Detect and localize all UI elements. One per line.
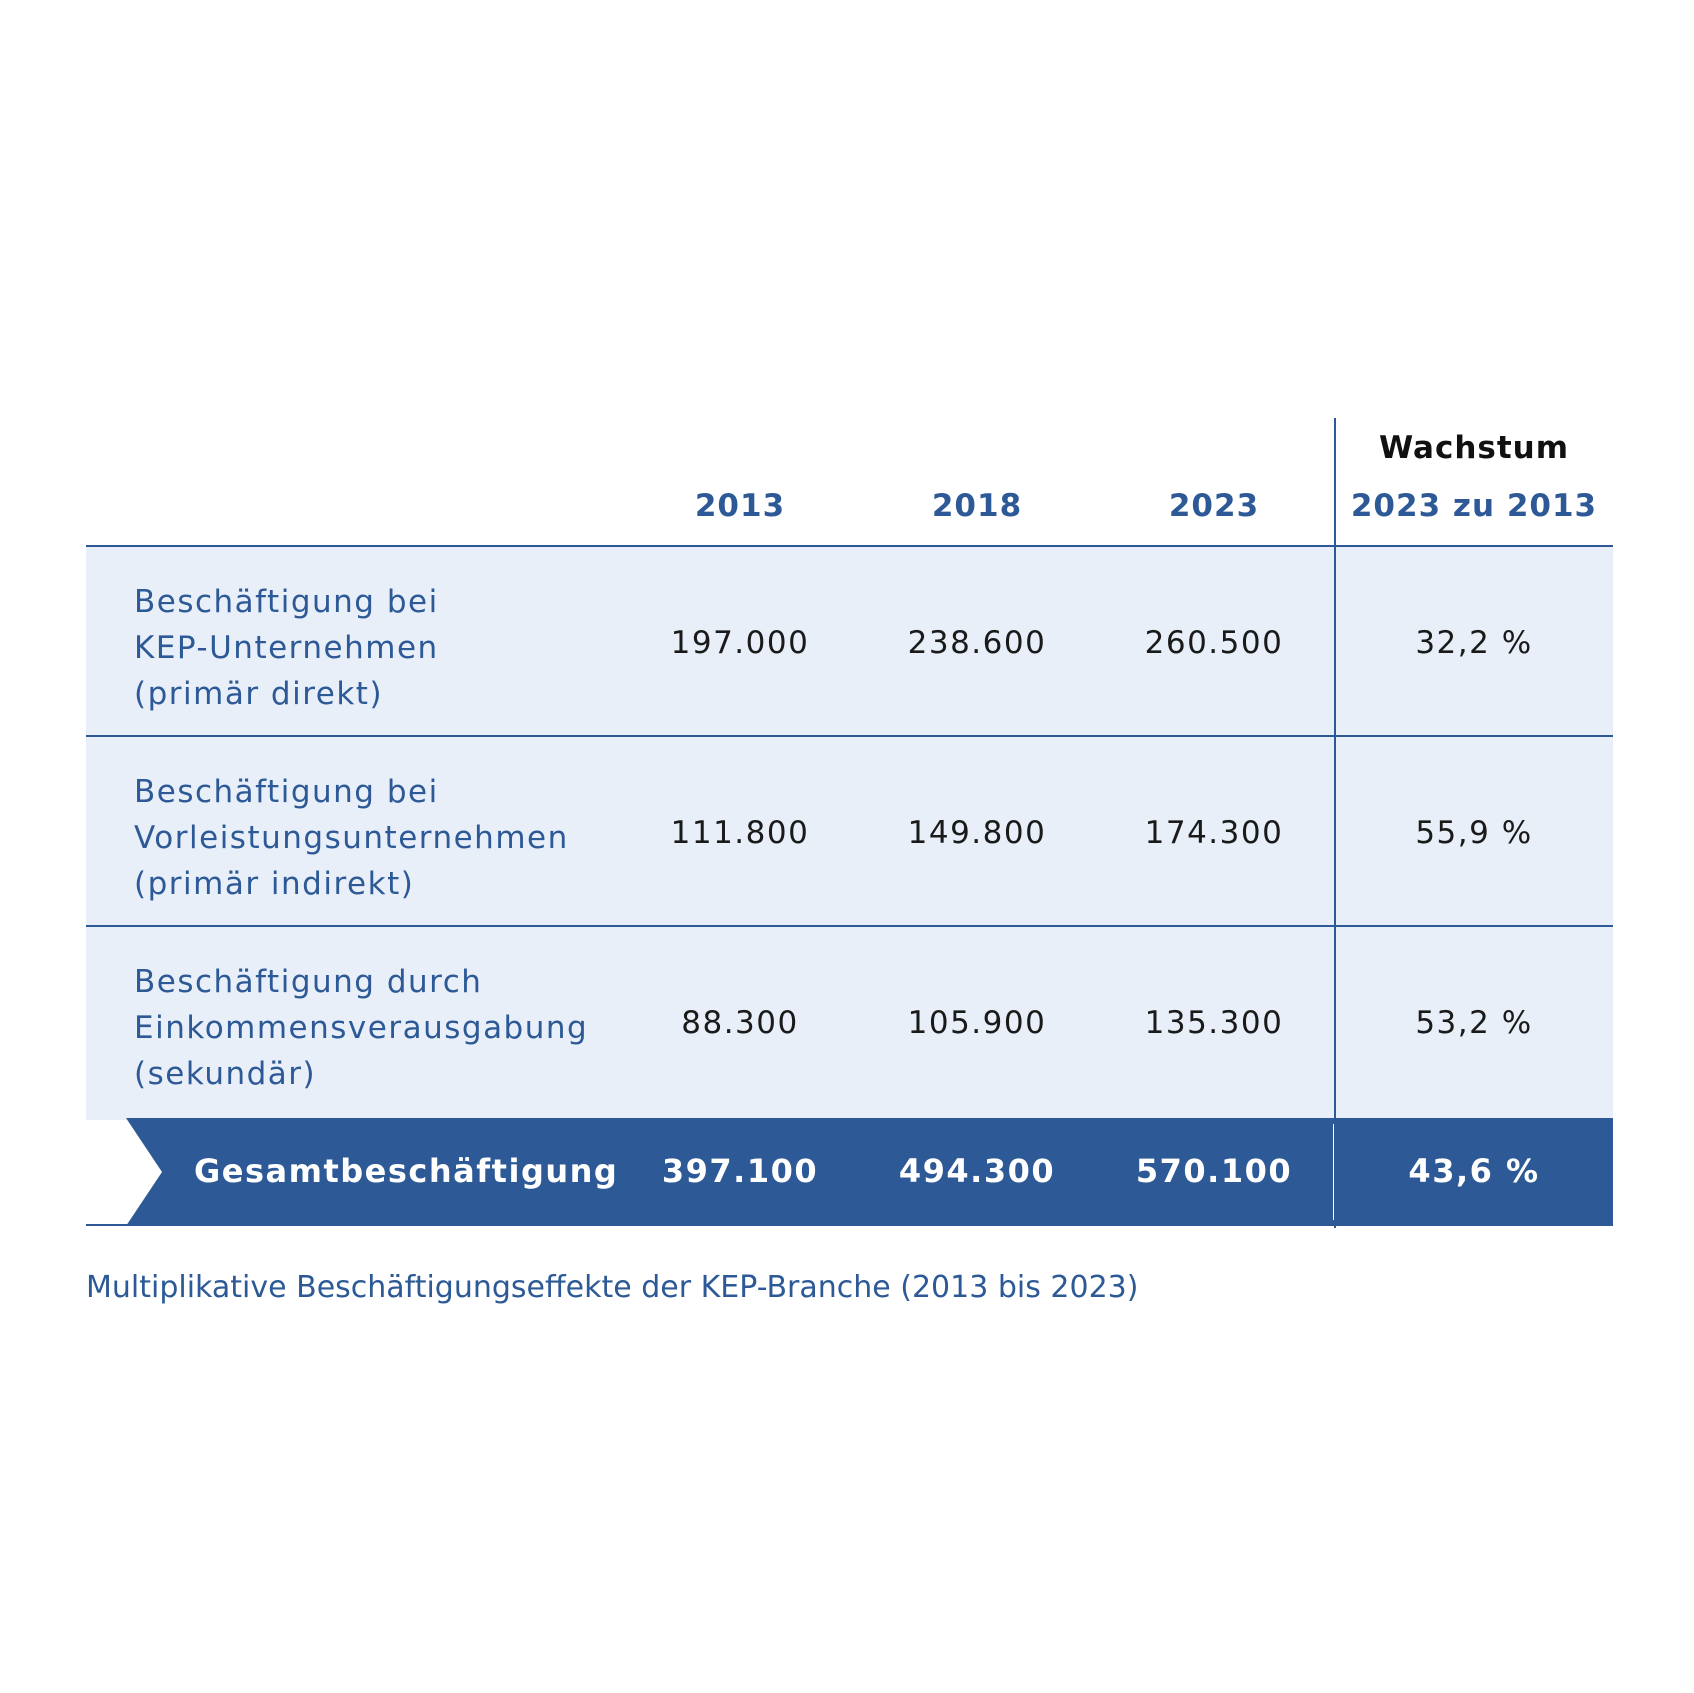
- row-label-line: Beschäftigung durch: [134, 964, 483, 1000]
- total-label: Gesamtbeschäftigung: [194, 1152, 619, 1190]
- row-label-line: Einkommensverausgabung: [134, 1010, 589, 1046]
- row-label: [134, 579, 439, 717]
- growth-header-title: Wachstum: [1378, 430, 1570, 466]
- column-header-2023: 2023: [1168, 488, 1260, 524]
- table-caption: Multiplikative Beschäftigungseffekte der KEP-Branche (2013 bis 2023): [86, 1270, 1139, 1305]
- total-cell-2013: 397.100: [661, 1152, 819, 1190]
- table-row: [86, 545, 1613, 735]
- cell-2013: 197.000: [670, 625, 810, 661]
- cell-2018: 149.800: [907, 815, 1047, 851]
- cell-2018: 238.600: [907, 625, 1047, 661]
- column-header-2018: 2018: [931, 488, 1023, 524]
- cell-growth: 55,9 %: [1415, 815, 1533, 851]
- total-cell-2023: 570.100: [1135, 1152, 1293, 1190]
- row-label-line: (primär indirekt): [134, 866, 415, 902]
- cell-2018: 105.900: [907, 1005, 1047, 1041]
- row-label-line: Beschäftigung bei: [134, 774, 439, 810]
- total-row: [86, 1118, 1613, 1226]
- cell-growth: 32,2 %: [1415, 625, 1533, 661]
- row-label-line: Beschäftigung bei: [134, 584, 439, 620]
- cell-2023: 135.300: [1144, 1005, 1284, 1041]
- row-label: [134, 959, 588, 1097]
- table-row: [86, 925, 1613, 1120]
- cell-2023: 174.300: [1144, 815, 1284, 851]
- cell-2013: 88.300: [681, 1005, 799, 1041]
- row-label-line: (sekundär): [134, 1056, 317, 1092]
- growth-column-divider: [1334, 418, 1336, 1228]
- row-label-line: KEP-Unternehmen: [134, 630, 439, 666]
- table-row: [86, 735, 1613, 925]
- growth-header-subtitle: 2023 zu 2013: [1350, 488, 1598, 524]
- row-label: [134, 769, 569, 907]
- total-cell-2018: 494.300: [898, 1152, 1056, 1190]
- row-label-line: (primär direkt): [134, 676, 384, 712]
- total-cell-growth: 43,6 %: [1408, 1152, 1540, 1190]
- cell-2013: 111.800: [670, 815, 810, 851]
- column-header-2013: 2013: [694, 488, 786, 524]
- row-label-line: Vorleistungsunternehmen: [134, 820, 569, 856]
- cell-growth: 53,2 %: [1415, 1005, 1533, 1041]
- cell-2023: 260.500: [1144, 625, 1284, 661]
